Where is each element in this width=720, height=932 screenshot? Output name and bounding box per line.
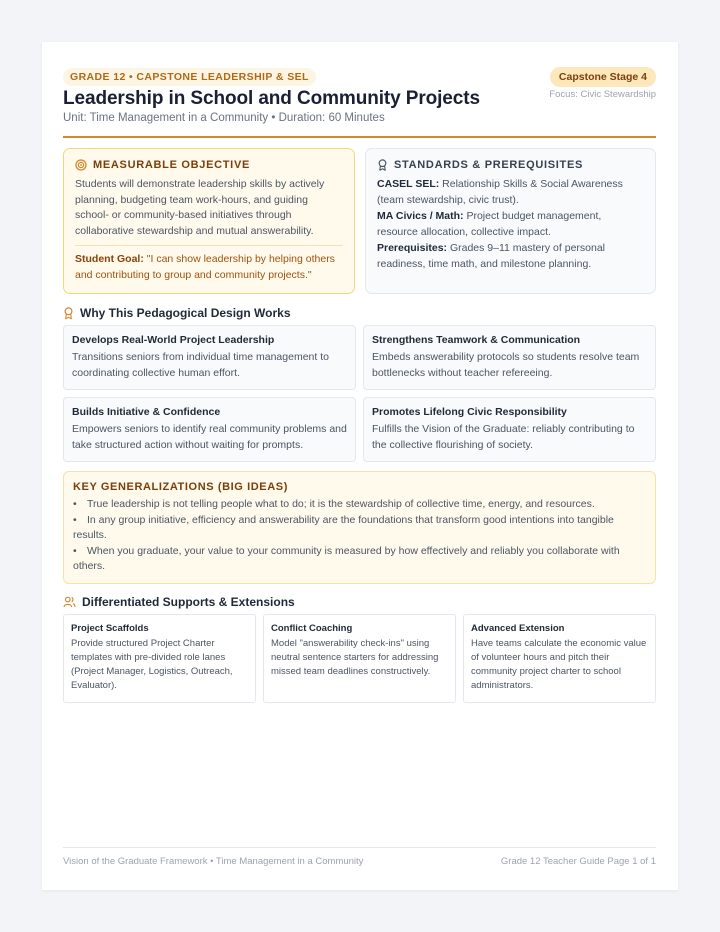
standard-text: Relationship Skills & Social Awareness (team stewardship, civic trust). <box>377 178 623 206</box>
support-card-title: Conflict Coaching <box>271 623 353 634</box>
design-card-title: Builds Initiative & Confidence <box>72 406 221 418</box>
student-goal <box>75 252 343 283</box>
design-card <box>63 325 356 390</box>
objective-heading <box>75 159 343 171</box>
standards-heading <box>377 159 644 171</box>
support-card-title: Project Scaffolds <box>71 623 149 634</box>
standards-heading-text: STANDARDS & PREREQUISITES <box>394 159 584 171</box>
student-goal-label: Student Goal: <box>75 253 144 265</box>
objective-text: Students will demonstrate leadership skills by actively planning, budgeting team work-hours, and guiding school- or community-based initiatives through collaborative stewardship and mutual answerability. <box>75 178 325 237</box>
standard-text: Grades 9–11 mastery of personal readiness, time math, and milestone planning. <box>377 242 606 270</box>
standard-label: Prerequisites: <box>377 242 448 254</box>
focus-label: Focus: Civic Stewardship <box>549 89 656 100</box>
page-content <box>63 66 656 691</box>
award-icon <box>63 307 74 320</box>
design-card-text: Empowers seniors to identify real community problems and take structured action without waiting for prompts. <box>72 423 347 451</box>
standard-label: MA Civics / Math: <box>377 210 464 222</box>
support-card <box>463 614 656 703</box>
big-idea-item <box>73 513 646 544</box>
support-card <box>263 614 456 703</box>
design-card-text: Transitions seniors from individual time management to coordinating collective human effort. <box>72 351 329 379</box>
standard-item <box>377 209 644 240</box>
big-idea-text: True leadership is not telling people what to do; it is the stewardship of collective time, energy, and resources. <box>87 498 595 510</box>
page-footer <box>63 847 656 867</box>
design-card <box>363 397 656 462</box>
standards-box <box>365 148 656 294</box>
design-card-text: Fulfills the Vision of the Graduate: reliably contributing to the collective flourishing of society. <box>372 423 635 451</box>
bullet-mark: • <box>73 498 77 510</box>
design-section-heading <box>63 306 291 320</box>
standard-text: Project budget management, resource allocation, collective impact. <box>377 210 602 238</box>
design-card-title: Strengthens Teamwork & Communication <box>372 334 581 346</box>
support-card-text: Model "answerability check-ins" using neutral sentence starters for addressing missed team deadlines constructively. <box>271 638 439 677</box>
big-idea-item <box>73 497 646 513</box>
standard-item <box>377 241 644 272</box>
big-idea-item <box>73 544 646 575</box>
bullet-mark: • <box>73 513 77 526</box>
users-icon <box>63 596 76 608</box>
standard-label: CASEL SEL: <box>377 178 440 190</box>
design-card-title: Promotes Lifelong Civic Responsibility <box>372 406 567 418</box>
page-title: Leadership in School and Community Projects <box>63 88 480 109</box>
target-icon <box>75 159 87 171</box>
supports-heading-text: Differentiated Supports & Extensions <box>82 595 295 609</box>
stage-badge: Capstone Stage 4 <box>550 67 656 87</box>
support-card-text: Have teams calculate the economic value of volunteer hours and pitch their community project charter to school administrators. <box>471 638 647 691</box>
design-card <box>63 397 356 462</box>
objective-heading-text: MEASURABLE OBJECTIVE <box>93 159 251 171</box>
footer-right: Grade 12 Teacher Guide Page 1 of 1 <box>500 856 656 867</box>
big-ideas-heading: KEY GENERALIZATIONS (BIG IDEAS) <box>73 481 288 493</box>
grade-kicker: GRADE 12 • CAPSTONE LEADERSHIP & SEL <box>63 68 316 86</box>
bullet-mark: • <box>73 544 77 557</box>
design-card <box>363 325 656 390</box>
award-icon <box>377 159 388 171</box>
support-card-title: Advanced Extension <box>471 623 565 634</box>
objective-box <box>63 148 355 294</box>
student-goal-text: "I can show leadership by helping others and contributing to group and community projects." <box>75 253 335 281</box>
standard-item <box>377 177 644 208</box>
big-idea-text: In any group initiative, efficiency and answerability are the foundations that transform good intentions into tangible results. <box>73 513 614 541</box>
unit-subtitle: Unit: Time Management in a Community • Duration: 60 Minutes <box>63 112 385 124</box>
page-header <box>63 66 656 138</box>
design-card-text: Embeds answerability protocols so students resolve team bottlenecks without teacher refereeing. <box>372 351 640 379</box>
supports-section-heading <box>63 595 295 609</box>
objective-standards-row <box>63 148 656 294</box>
big-ideas-box <box>63 471 656 584</box>
lesson-page <box>42 42 678 890</box>
support-card <box>63 614 256 703</box>
support-card-text: Provide structured Project Charter templates with pre-divided role lanes (Project Manager, Logistics, Outreach, Evaluator). <box>71 638 233 691</box>
footer-left: Vision of the Graduate Framework • Time Management in a Community <box>63 856 364 867</box>
design-card-title: Develops Real-World Project Leadership <box>72 334 275 346</box>
goal-divider <box>75 245 343 246</box>
design-heading-text: Why This Pedagogical Design Works <box>80 306 291 320</box>
big-idea-text: When you graduate, your value to your community is measured by how effectively and reliably you collaborate with others. <box>73 544 620 572</box>
